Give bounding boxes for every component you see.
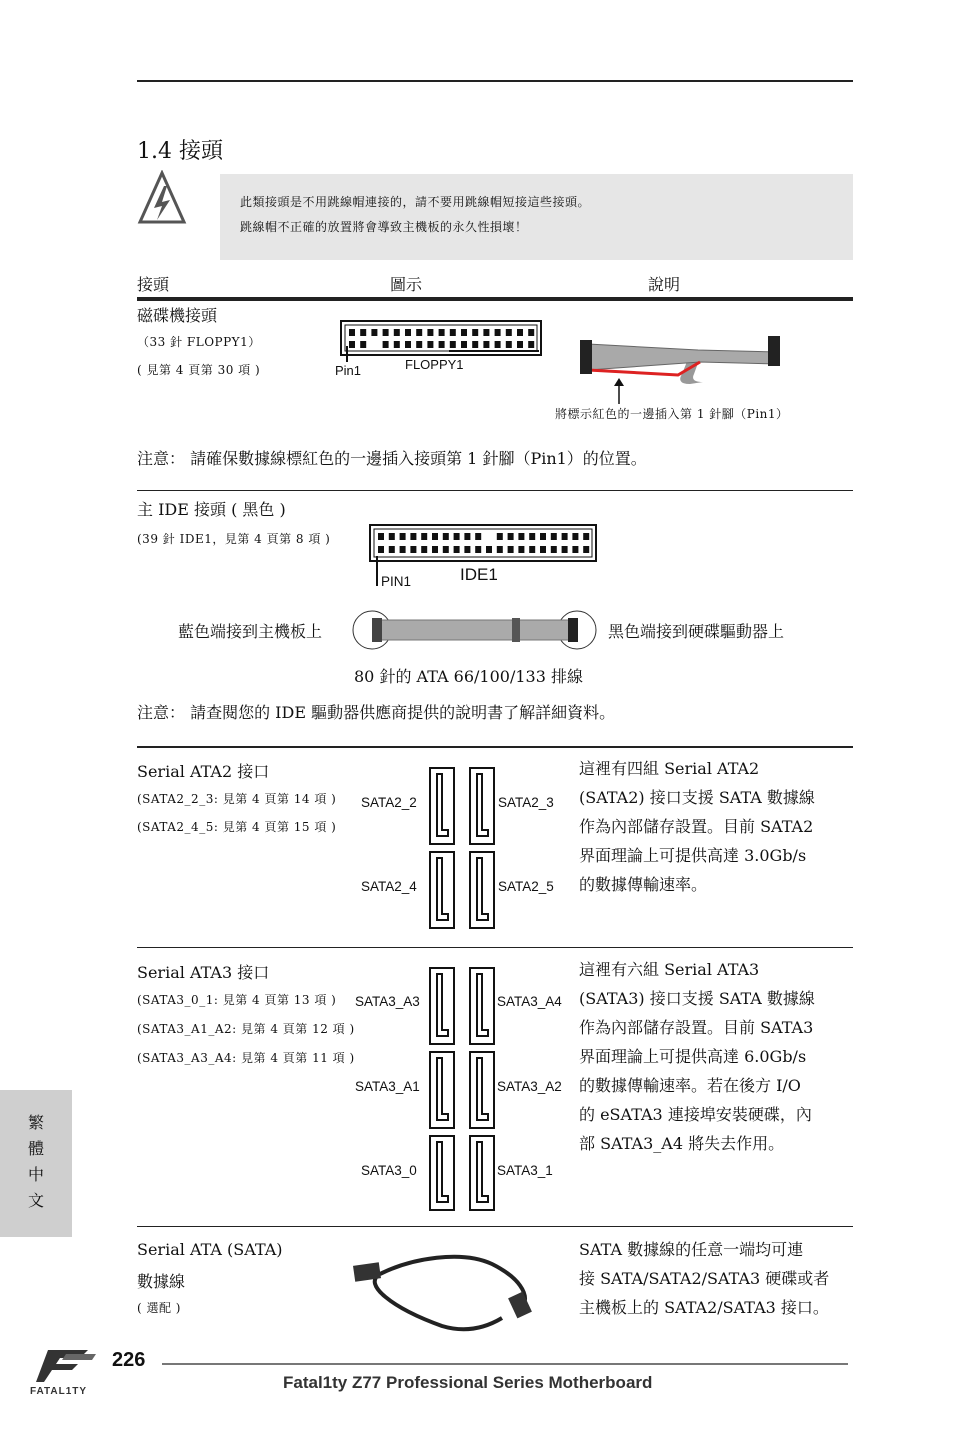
floppy-ribbon-cable bbox=[578, 330, 783, 386]
floppy-pin1-label: Pin1 bbox=[335, 363, 362, 378]
ide-pin1-label: PIN1 bbox=[381, 574, 412, 589]
desc-line: SATA 數據線的任意一端均可連 bbox=[579, 1240, 804, 1259]
desc-line: 主機板上的 SATA2/SATA3 接口。 bbox=[579, 1298, 829, 1317]
rule-sata3-cable bbox=[137, 1226, 853, 1227]
connector-pin bbox=[508, 546, 514, 553]
connector-pin bbox=[394, 341, 400, 348]
connector-pin bbox=[454, 546, 460, 553]
ide-sub: (39 針 IDE1，見第 4 頁第 8 項 ) bbox=[137, 532, 331, 546]
rule-sata2-sata3 bbox=[137, 947, 853, 948]
connector-pin bbox=[383, 329, 389, 336]
connector-pin bbox=[405, 329, 411, 336]
connector-pin bbox=[464, 533, 470, 540]
ide-pin1-marker bbox=[376, 556, 378, 586]
desc-line: (SATA3) 接口支援 SATA 數據線 bbox=[579, 989, 815, 1008]
connector-pin bbox=[562, 546, 568, 553]
footer-rule bbox=[162, 1363, 848, 1365]
sata3-sub-3: (SATA3_A3_A4: 見第 4 頁第 11 項 ) bbox=[137, 1051, 355, 1065]
desc-line: (SATA2) 接口支援 SATA 數據線 bbox=[579, 788, 815, 807]
sata2-title: Serial ATA2 接口 bbox=[137, 762, 270, 781]
sata-cable-title-1: Serial ATA (SATA) bbox=[137, 1240, 283, 1259]
side-tab-char: 中 bbox=[28, 1165, 45, 1184]
page-number: 226 bbox=[112, 1349, 146, 1371]
connector-pin bbox=[389, 546, 395, 553]
connector-pin bbox=[551, 533, 557, 540]
desc-line: 部 SATA3_A4 將失去作用。 bbox=[579, 1134, 785, 1153]
ide-blue-end-label: 藍色端接到主機板上 bbox=[178, 622, 323, 641]
sata2-description bbox=[579, 754, 851, 899]
desc-line: 的 eSATA3 連接埠安裝硬碟，內 bbox=[579, 1105, 812, 1124]
warning-line-2: 跳線帽不正確的放置將會導致主機板的永久性損壞！ bbox=[240, 220, 528, 234]
floppy-pin1-marker bbox=[346, 346, 348, 362]
connector-pin bbox=[495, 341, 501, 348]
warning-line-1: 此類接頭是不用跳線帽連接的，請不要用跳線帽短接這些接頭。 bbox=[240, 195, 591, 209]
connector-pin bbox=[495, 329, 501, 336]
connector-pin bbox=[461, 329, 467, 336]
warning-icon bbox=[137, 170, 187, 228]
sata2-port-diagram bbox=[428, 766, 498, 930]
desc-line: 作為內部儲存設置。目前 SATA2 bbox=[579, 817, 814, 836]
connector-pin bbox=[551, 546, 557, 553]
connector-pin bbox=[454, 533, 460, 540]
connector-pin bbox=[472, 341, 478, 348]
connector-pin bbox=[427, 329, 433, 336]
connector-pin bbox=[475, 546, 481, 553]
connector-pin bbox=[528, 329, 534, 336]
ide-connector-label: IDE1 bbox=[460, 565, 498, 584]
connector-pin bbox=[378, 533, 384, 540]
sata3-port-label: SATA3_A4 bbox=[497, 994, 562, 1009]
connector-pin bbox=[394, 329, 400, 336]
connector-pin bbox=[389, 533, 395, 540]
sata3-port-diagram bbox=[428, 966, 498, 1212]
connector-pin bbox=[483, 329, 489, 336]
ide-black-end-label: 黑色端接到硬碟驅動器上 bbox=[608, 622, 785, 641]
rule-floppy-ide bbox=[137, 490, 853, 491]
ide-cable-caption: 80 針的 ATA 66/100/133 排線 bbox=[354, 667, 583, 686]
connector-pin bbox=[464, 546, 470, 553]
connector-pin bbox=[427, 341, 433, 348]
connector-pin bbox=[378, 546, 384, 553]
side-tab-char: 文 bbox=[28, 1191, 45, 1210]
logo-text: FATAL1TY bbox=[30, 1386, 88, 1397]
connector-pin bbox=[518, 533, 524, 540]
connector-pin bbox=[421, 533, 427, 540]
floppy-key-marker bbox=[449, 350, 539, 352]
connector-pin bbox=[506, 329, 512, 336]
sata3-port-label: SATA3_A2 bbox=[497, 1079, 562, 1094]
connector-pin bbox=[443, 546, 449, 553]
connector-pin bbox=[540, 533, 546, 540]
desc-line: 這裡有四組 Serial ATA2 bbox=[579, 759, 760, 778]
floppy-sub-2: ( 見第 4 頁第 30 項 ) bbox=[137, 363, 261, 377]
sata2-sub-2: (SATA2_4_5: 見第 4 頁第 15 項 ) bbox=[137, 820, 337, 834]
connector-pin bbox=[517, 341, 523, 348]
connector-pin bbox=[529, 533, 535, 540]
sata2-port-label: SATA2_5 bbox=[498, 879, 554, 894]
header-connector: 接頭 bbox=[137, 275, 170, 294]
side-language-tab bbox=[0, 1090, 72, 1237]
floppy-cable-note: 將標示紅色的一邊插入第 1 針腳（Pin1） bbox=[555, 407, 789, 421]
desc-line: 這裡有六組 Serial ATA3 bbox=[579, 960, 760, 979]
connector-pin bbox=[450, 329, 456, 336]
ide-connector bbox=[369, 524, 597, 562]
sata2-port-label: SATA2_4 bbox=[361, 879, 417, 894]
floppy-title: 磁碟機接頭 bbox=[137, 306, 218, 325]
ide-note: 注意： 請查閱您的 IDE 驅動器供應商提供的說明書了解詳細資料。 bbox=[137, 703, 616, 722]
connector-pin bbox=[416, 329, 422, 336]
footer-title: Fatal1ty Z77 Professional Series Motherboard bbox=[283, 1373, 653, 1392]
fatal1ty-logo bbox=[30, 1346, 110, 1406]
desc-line: 界面理論上可提供高達 6.0Gb/s bbox=[579, 1047, 807, 1066]
floppy-note: 注意： 請確保數據線標紅色的一邊插入接頭第 1 針腳（Pin1）的位置。 bbox=[137, 449, 647, 468]
desc-line: 接 SATA/SATA2/SATA3 硬碟或者 bbox=[579, 1269, 830, 1288]
connector-pin bbox=[518, 546, 524, 553]
connector-pin bbox=[439, 329, 445, 336]
sata3-port-label: SATA3_A1 bbox=[355, 1079, 420, 1094]
connector-pin bbox=[540, 546, 546, 553]
connector-pin bbox=[528, 341, 534, 348]
sata3-port-label: SATA3_0 bbox=[361, 1163, 417, 1178]
sata-cable-sub: ( 選配 ) bbox=[137, 1301, 181, 1315]
rule-ide-sata2 bbox=[137, 746, 853, 748]
top-rule bbox=[137, 80, 853, 82]
connector-pin bbox=[506, 341, 512, 348]
warning-box bbox=[220, 174, 853, 260]
sata3-sub-1: (SATA3_0_1: 見第 4 頁第 13 項 ) bbox=[137, 993, 337, 1007]
connector-pin bbox=[572, 546, 578, 553]
desc-line: 界面理論上可提供高達 3.0Gb/s bbox=[579, 846, 807, 865]
connector-pin bbox=[432, 546, 438, 553]
connector-pin bbox=[360, 341, 366, 348]
connector-pin bbox=[371, 329, 377, 336]
floppy-connector-label: FLOPPY1 bbox=[405, 357, 464, 372]
connector-pin bbox=[497, 546, 503, 553]
sata2-port-label: SATA2_2 bbox=[361, 795, 417, 810]
side-tab-char: 體 bbox=[28, 1139, 45, 1158]
connector-pin bbox=[439, 341, 445, 348]
desc-line: 的數據傳輸速率。若在後方 I/O bbox=[579, 1076, 801, 1095]
connector-pin bbox=[360, 329, 366, 336]
connector-pin bbox=[483, 341, 489, 348]
connector-pin bbox=[349, 329, 355, 336]
sata-cable-description bbox=[579, 1235, 851, 1322]
sata3-port-label: SATA3_1 bbox=[497, 1163, 553, 1178]
floppy-sub-1: （33 針 FLOPPY1） bbox=[137, 335, 261, 349]
ide-title: 主 IDE 接頭 ( 黑色 ) bbox=[137, 500, 286, 519]
connector-pin bbox=[475, 533, 481, 540]
connector-pin bbox=[529, 546, 535, 553]
connector-pin bbox=[405, 341, 411, 348]
connector-pin bbox=[400, 533, 406, 540]
sata3-sub-2: (SATA3_A1_A2: 見第 4 頁第 12 項 ) bbox=[137, 1022, 355, 1036]
connector-pin bbox=[432, 533, 438, 540]
header-description: 說明 bbox=[648, 275, 681, 294]
connector-pin bbox=[450, 341, 456, 348]
connector-pin bbox=[461, 341, 467, 348]
desc-line: 的數據傳輸速率。 bbox=[579, 875, 708, 894]
connector-pin bbox=[410, 533, 416, 540]
connector-pin bbox=[410, 546, 416, 553]
desc-line: 作為內部儲存設置。目前 SATA3 bbox=[579, 1018, 814, 1037]
sata-cable-title-2: 數據線 bbox=[137, 1272, 186, 1291]
connector-pin bbox=[443, 533, 449, 540]
side-tab-char: 繁 bbox=[28, 1113, 45, 1132]
header-rule bbox=[137, 297, 853, 301]
arrow-up-icon bbox=[612, 378, 626, 404]
connector-pin bbox=[416, 341, 422, 348]
sata2-sub-1: (SATA2_2_3: 見第 4 頁第 14 項 ) bbox=[137, 792, 337, 806]
connector-pin bbox=[421, 546, 427, 553]
connector-pin bbox=[562, 533, 568, 540]
sata3-port-label: SATA3_A3 bbox=[355, 994, 420, 1009]
sata3-description bbox=[579, 955, 851, 1158]
connector-pin bbox=[583, 533, 589, 540]
header-diagram: 圖示 bbox=[390, 275, 423, 294]
connector-pin bbox=[583, 546, 589, 553]
section-title: 1.4 接頭 bbox=[137, 139, 223, 164]
connector-pin bbox=[383, 341, 389, 348]
sata2-port-label: SATA2_3 bbox=[498, 795, 554, 810]
ide-ribbon-cable bbox=[352, 610, 597, 650]
connector-pin bbox=[497, 533, 503, 540]
connector-pin bbox=[486, 546, 492, 553]
sata-cable-image bbox=[352, 1248, 542, 1334]
connector-pin bbox=[508, 533, 514, 540]
connector-pin bbox=[517, 329, 523, 336]
connector-pin bbox=[400, 546, 406, 553]
connector-pin bbox=[572, 533, 578, 540]
connector-pin bbox=[349, 341, 355, 348]
connector-pin bbox=[472, 329, 478, 336]
sata3-title: Serial ATA3 接口 bbox=[137, 963, 270, 982]
